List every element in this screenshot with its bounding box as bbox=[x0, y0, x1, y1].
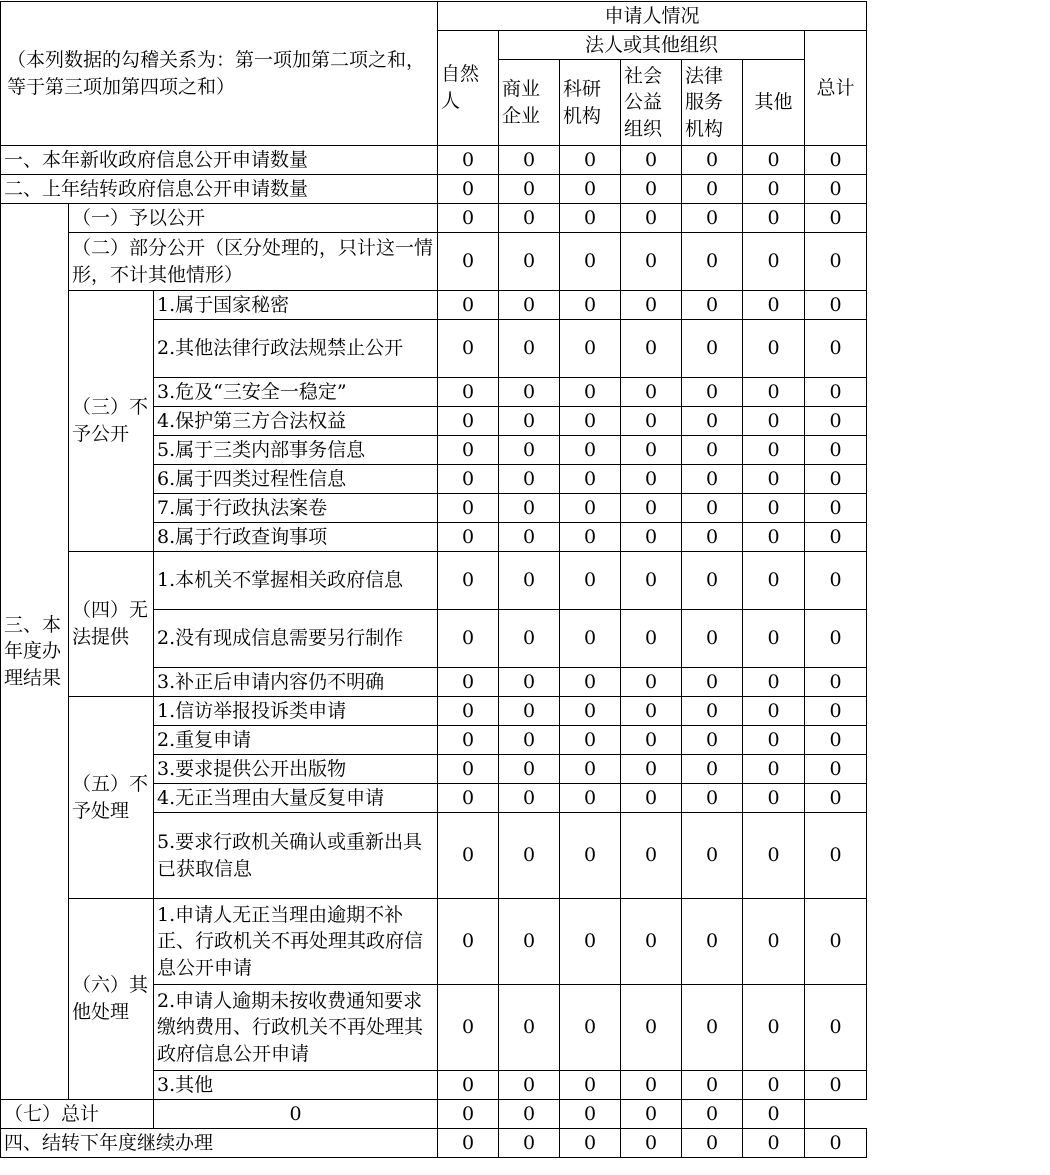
value-cell: 0 bbox=[743, 1071, 805, 1100]
value-cell: 0 bbox=[438, 320, 499, 378]
value-cell: 0 bbox=[499, 726, 560, 755]
value-cell: 0 bbox=[560, 204, 621, 233]
table-row bbox=[1, 1129, 867, 1158]
table-body bbox=[1, 2, 867, 1158]
value-cell: 0 bbox=[805, 726, 867, 755]
value-cell: 0 bbox=[743, 378, 805, 407]
value-cell: 0 bbox=[743, 233, 805, 291]
group-3-label: （三）不予公开 bbox=[69, 291, 154, 552]
value-cell: 0 bbox=[499, 378, 560, 407]
value-cell: 0 bbox=[682, 985, 743, 1071]
value-cell: 0 bbox=[743, 407, 805, 436]
row-label: 3.危及“三安全一稳定” bbox=[154, 378, 438, 407]
value-cell: 0 bbox=[499, 610, 560, 668]
header-applicant-group: 申请人情况 bbox=[438, 2, 867, 31]
table-row bbox=[1, 233, 867, 291]
value-cell: 0 bbox=[560, 784, 621, 813]
value-cell: 0 bbox=[560, 291, 621, 320]
value-cell: 0 bbox=[621, 755, 682, 784]
value-cell: 0 bbox=[805, 204, 867, 233]
section-3-label: 三、本年度办理结果 bbox=[1, 204, 69, 1100]
value-cell: 0 bbox=[743, 552, 805, 610]
value-cell: 0 bbox=[438, 784, 499, 813]
value-cell: 0 bbox=[499, 523, 560, 552]
value-cell: 0 bbox=[682, 378, 743, 407]
value-cell: 0 bbox=[682, 523, 743, 552]
group-4-label: （四）无法提供 bbox=[69, 552, 154, 697]
value-cell: 0 bbox=[499, 233, 560, 291]
row-label: 1.申请人无正当理由逾期不补正、行政机关不再处理其政府信息公开申请 bbox=[154, 899, 438, 985]
value-cell: 0 bbox=[743, 755, 805, 784]
row-label: 5.属于三类内部事务信息 bbox=[154, 436, 438, 465]
value-cell: 0 bbox=[621, 436, 682, 465]
value-cell: 0 bbox=[560, 668, 621, 697]
row-label: 6.属于四类过程性信息 bbox=[154, 465, 438, 494]
value-cell: 0 bbox=[682, 697, 743, 726]
row-label: 7.属于行政执法案卷 bbox=[154, 494, 438, 523]
value-cell: 0 bbox=[682, 610, 743, 668]
value-cell: 0 bbox=[499, 1129, 560, 1158]
value-cell: 0 bbox=[438, 985, 499, 1071]
row-label: 一、本年新收政府信息公开申请数量 bbox=[1, 146, 438, 175]
value-cell: 0 bbox=[805, 985, 867, 1071]
value-cell: 0 bbox=[743, 175, 805, 204]
value-cell: 0 bbox=[805, 465, 867, 494]
value-cell: 0 bbox=[621, 146, 682, 175]
value-cell: 0 bbox=[682, 755, 743, 784]
value-cell: 0 bbox=[682, 1129, 743, 1158]
value-cell: 0 bbox=[438, 726, 499, 755]
value-cell: 0 bbox=[438, 552, 499, 610]
value-cell: 0 bbox=[805, 784, 867, 813]
value-cell: 0 bbox=[682, 407, 743, 436]
table-row bbox=[1, 204, 867, 233]
row-label: （七）总计 bbox=[1, 1100, 154, 1129]
value-cell: 0 bbox=[560, 378, 621, 407]
value-cell: 0 bbox=[560, 985, 621, 1071]
value-cell: 0 bbox=[438, 1071, 499, 1100]
value-cell: 0 bbox=[805, 813, 867, 899]
value-cell: 0 bbox=[805, 755, 867, 784]
value-cell: 0 bbox=[805, 523, 867, 552]
header-legal-group: 法人或其他组织 bbox=[499, 31, 805, 60]
row-label: 4.保护第三方合法权益 bbox=[154, 407, 438, 436]
value-cell: 0 bbox=[743, 697, 805, 726]
value-cell: 0 bbox=[682, 233, 743, 291]
value-cell: 0 bbox=[621, 204, 682, 233]
row-label: 四、结转下年度继续办理 bbox=[1, 1129, 438, 1158]
value-cell: 0 bbox=[499, 784, 560, 813]
value-cell: 0 bbox=[743, 320, 805, 378]
value-cell: 0 bbox=[560, 175, 621, 204]
value-cell: 0 bbox=[438, 668, 499, 697]
value-cell: 0 bbox=[438, 755, 499, 784]
value-cell: 0 bbox=[438, 494, 499, 523]
value-cell: 0 bbox=[621, 697, 682, 726]
value-cell: 0 bbox=[805, 233, 867, 291]
value-cell: 0 bbox=[560, 320, 621, 378]
value-cell: 0 bbox=[560, 552, 621, 610]
value-cell: 0 bbox=[560, 146, 621, 175]
value-cell: 0 bbox=[621, 668, 682, 697]
value-cell: 0 bbox=[805, 668, 867, 697]
value-cell: 0 bbox=[560, 1071, 621, 1100]
value-cell: 0 bbox=[805, 1071, 867, 1100]
value-cell: 0 bbox=[682, 494, 743, 523]
value-cell: 0 bbox=[560, 726, 621, 755]
value-cell: 0 bbox=[499, 291, 560, 320]
header-public-welfare: 社会公益组织 bbox=[621, 60, 682, 146]
value-cell: 0 bbox=[743, 436, 805, 465]
value-cell: 0 bbox=[621, 784, 682, 813]
row-label: 2.其他法律行政法规禁止公开 bbox=[154, 320, 438, 378]
value-cell: 0 bbox=[682, 436, 743, 465]
value-cell: 0 bbox=[499, 465, 560, 494]
value-cell: 0 bbox=[499, 755, 560, 784]
row-label: 1.本机关不掌握相关政府信息 bbox=[154, 552, 438, 610]
value-cell: 0 bbox=[560, 233, 621, 291]
row-label: 二、上年结转政府信息公开申请数量 bbox=[1, 175, 438, 204]
row-label: 5.要求行政机关确认或重新出具已获取信息 bbox=[154, 813, 438, 899]
header-natural-person: 自然人 bbox=[438, 31, 499, 146]
value-cell: 0 bbox=[682, 668, 743, 697]
value-cell: 0 bbox=[438, 378, 499, 407]
value-cell: 0 bbox=[499, 320, 560, 378]
value-cell: 0 bbox=[499, 813, 560, 899]
value-cell: 0 bbox=[805, 610, 867, 668]
row-label: （一）予以公开 bbox=[69, 204, 438, 233]
header-research: 科研机构 bbox=[560, 60, 621, 146]
value-cell: 0 bbox=[560, 1129, 621, 1158]
value-cell: 0 bbox=[499, 985, 560, 1071]
value-cell: 0 bbox=[743, 494, 805, 523]
table-row bbox=[1, 552, 867, 610]
value-cell: 0 bbox=[682, 204, 743, 233]
value-cell: 0 bbox=[621, 407, 682, 436]
value-cell: 0 bbox=[560, 494, 621, 523]
row-label: （二）部分公开（区分处理的，只计这一情形，不计其他情形） bbox=[69, 233, 438, 291]
value-cell: 0 bbox=[682, 813, 743, 899]
value-cell: 0 bbox=[499, 494, 560, 523]
value-cell: 0 bbox=[743, 668, 805, 697]
value-cell: 0 bbox=[621, 291, 682, 320]
value-cell: 0 bbox=[805, 407, 867, 436]
value-cell: 0 bbox=[560, 465, 621, 494]
value-cell: 0 bbox=[438, 523, 499, 552]
value-cell: 0 bbox=[743, 899, 805, 985]
value-cell: 0 bbox=[621, 233, 682, 291]
table-row bbox=[1, 175, 867, 204]
value-cell: 0 bbox=[438, 465, 499, 494]
value-cell: 0 bbox=[682, 726, 743, 755]
value-cell: 0 bbox=[682, 175, 743, 204]
group-5-label: （五）不予处理 bbox=[69, 697, 154, 899]
value-cell: 0 bbox=[560, 523, 621, 552]
value-cell: 0 bbox=[743, 610, 805, 668]
value-cell: 0 bbox=[682, 146, 743, 175]
value-cell: 0 bbox=[743, 523, 805, 552]
value-cell: 0 bbox=[682, 784, 743, 813]
value-cell: 0 bbox=[621, 726, 682, 755]
value-cell: 0 bbox=[560, 697, 621, 726]
value-cell: 0 bbox=[621, 523, 682, 552]
value-cell: 0 bbox=[743, 813, 805, 899]
group-6-label: （六）其他处理 bbox=[69, 899, 154, 1100]
value-cell: 0 bbox=[560, 813, 621, 899]
value-cell: 0 bbox=[621, 175, 682, 204]
value-cell: 0 bbox=[438, 1129, 499, 1158]
table-row bbox=[1, 1100, 867, 1129]
value-cell: 0 bbox=[805, 1129, 867, 1158]
value-cell: 0 bbox=[682, 320, 743, 378]
value-cell: 0 bbox=[438, 291, 499, 320]
value-cell: 0 bbox=[499, 697, 560, 726]
value-cell: 0 bbox=[499, 204, 560, 233]
value-cell: 0 bbox=[805, 146, 867, 175]
value-cell: 0 bbox=[499, 146, 560, 175]
row-label: 2.没有现成信息需要另行制作 bbox=[154, 610, 438, 668]
row-label: 2.申请人逾期未按收费通知要求缴纳费用、行政机关不再处理其政府信息公开申请 bbox=[154, 985, 438, 1071]
value-cell: 0 bbox=[621, 378, 682, 407]
value-cell: 0 bbox=[621, 494, 682, 523]
value-cell: 0 bbox=[682, 465, 743, 494]
value-cell: 0 bbox=[805, 899, 867, 985]
value-cell: 0 bbox=[743, 465, 805, 494]
value-cell: 0 bbox=[499, 407, 560, 436]
table-row bbox=[1, 291, 867, 320]
value-cell: 0 bbox=[499, 899, 560, 985]
value-cell: 0 bbox=[621, 1129, 682, 1158]
table-row bbox=[1, 899, 867, 985]
value-cell: 0 bbox=[621, 985, 682, 1071]
value-cell: 0 bbox=[438, 175, 499, 204]
table-row bbox=[1, 697, 867, 726]
value-cell: 0 bbox=[438, 436, 499, 465]
value-cell: 0 bbox=[560, 755, 621, 784]
value-cell: 0 bbox=[743, 204, 805, 233]
value-cell: 0 bbox=[560, 610, 621, 668]
value-cell: 0 bbox=[438, 899, 499, 985]
value-cell: 0 bbox=[743, 784, 805, 813]
value-cell: 0 bbox=[682, 1100, 743, 1129]
value-cell: 0 bbox=[743, 1129, 805, 1158]
value-cell: 0 bbox=[682, 899, 743, 985]
value-cell: 0 bbox=[743, 726, 805, 755]
value-cell: 0 bbox=[805, 378, 867, 407]
value-cell: 0 bbox=[743, 1100, 805, 1129]
value-cell: 0 bbox=[560, 436, 621, 465]
value-cell: 0 bbox=[621, 610, 682, 668]
value-cell: 0 bbox=[621, 1071, 682, 1100]
value-cell: 0 bbox=[499, 552, 560, 610]
value-cell: 0 bbox=[805, 552, 867, 610]
value-cell: 0 bbox=[805, 494, 867, 523]
value-cell: 0 bbox=[621, 813, 682, 899]
value-cell: 0 bbox=[560, 1100, 621, 1129]
value-cell: 0 bbox=[682, 1071, 743, 1100]
value-cell: 0 bbox=[621, 552, 682, 610]
table-row bbox=[1, 146, 867, 175]
value-cell: 0 bbox=[560, 899, 621, 985]
value-cell: 0 bbox=[805, 291, 867, 320]
value-cell: 0 bbox=[743, 146, 805, 175]
value-cell: 0 bbox=[805, 697, 867, 726]
value-cell: 0 bbox=[154, 1100, 438, 1129]
header-note: （本列数据的勾稽关系为：第一项加第二项之和，等于第三项加第四项之和） bbox=[1, 2, 438, 146]
row-label: 8.属于行政查询事项 bbox=[154, 523, 438, 552]
row-label: 1.属于国家秘密 bbox=[154, 291, 438, 320]
row-label: 3.其他 bbox=[154, 1071, 438, 1100]
value-cell: 0 bbox=[438, 204, 499, 233]
value-cell: 0 bbox=[499, 175, 560, 204]
value-cell: 0 bbox=[499, 436, 560, 465]
value-cell: 0 bbox=[682, 291, 743, 320]
value-cell: 0 bbox=[560, 407, 621, 436]
value-cell: 0 bbox=[499, 668, 560, 697]
value-cell: 0 bbox=[621, 899, 682, 985]
value-cell: 0 bbox=[621, 320, 682, 378]
gov-info-disclosure-table bbox=[0, 1, 867, 1158]
value-cell: 0 bbox=[499, 1100, 560, 1129]
header-legal-service: 法律服务机构 bbox=[682, 60, 743, 146]
value-cell: 0 bbox=[621, 1100, 682, 1129]
value-cell: 0 bbox=[621, 465, 682, 494]
value-cell: 0 bbox=[438, 610, 499, 668]
value-cell: 0 bbox=[438, 697, 499, 726]
value-cell: 0 bbox=[743, 985, 805, 1071]
header-total: 总计 bbox=[805, 31, 867, 146]
value-cell: 0 bbox=[805, 320, 867, 378]
value-cell: 0 bbox=[805, 436, 867, 465]
header-business: 商业企业 bbox=[499, 60, 560, 146]
row-label: 1.信访举报投诉类申请 bbox=[154, 697, 438, 726]
value-cell: 0 bbox=[805, 175, 867, 204]
value-cell: 0 bbox=[438, 407, 499, 436]
value-cell: 0 bbox=[438, 233, 499, 291]
row-label: 3.补正后申请内容仍不明确 bbox=[154, 668, 438, 697]
value-cell: 0 bbox=[438, 1100, 499, 1129]
value-cell: 0 bbox=[499, 1071, 560, 1100]
value-cell: 0 bbox=[682, 552, 743, 610]
row-label: 2.重复申请 bbox=[154, 726, 438, 755]
value-cell: 0 bbox=[743, 291, 805, 320]
value-cell: 0 bbox=[438, 813, 499, 899]
row-label: 4.无正当理由大量反复申请 bbox=[154, 784, 438, 813]
row-label: 3.要求提供公开出版物 bbox=[154, 755, 438, 784]
value-cell: 0 bbox=[438, 146, 499, 175]
header-other: 其他 bbox=[743, 60, 805, 146]
